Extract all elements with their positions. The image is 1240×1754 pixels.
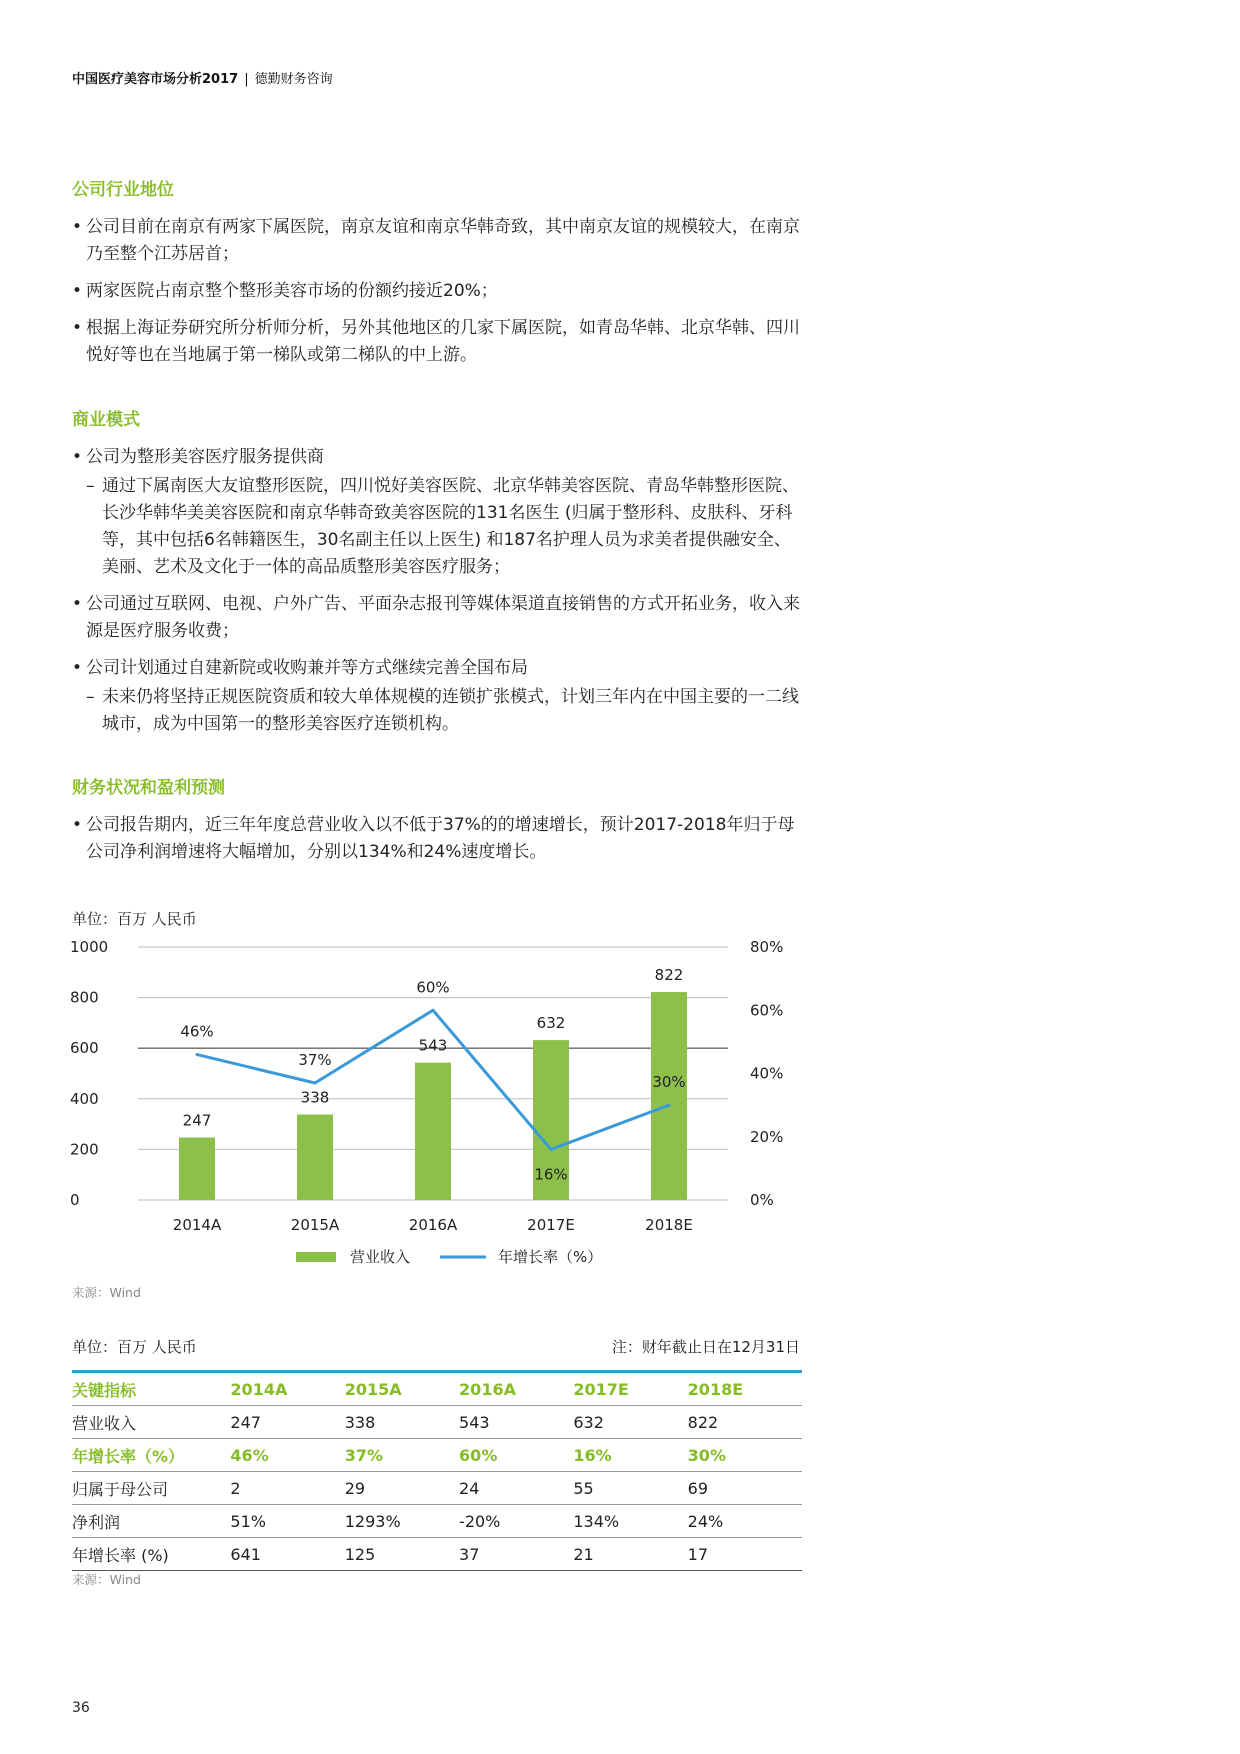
growth-rate-point: [314, 1081, 317, 1084]
section-2: [72, 773, 802, 876]
table-cell: 1293%: [345, 1505, 459, 1538]
bar-data-label: 543: [418, 1036, 448, 1055]
bar-data-label: 632: [536, 1014, 566, 1033]
bullet-item: • 公司为整形美容医疗服务提供商: [72, 444, 802, 471]
table-cell: 51%: [230, 1505, 344, 1538]
table-row: [72, 1439, 802, 1472]
line-data-label: 16%: [534, 1165, 568, 1184]
bullet-item: • 公司通过互联网、电视、户外广告、平面杂志报刊等媒体渠道直接销售的方式开拓业务，收入来源是医疗服务收费；: [72, 591, 802, 645]
bar-data-label: 822: [654, 966, 684, 985]
table-row: [72, 1406, 802, 1439]
section-0: [72, 175, 802, 379]
line-data-label: 30%: [652, 1073, 686, 1092]
table-cell: 60%: [459, 1439, 573, 1472]
table-cell: 55: [573, 1472, 687, 1505]
table-cell: -20%: [459, 1505, 573, 1538]
table-row: [72, 1505, 802, 1538]
legend-label-growth: 年增长率（%）: [498, 1248, 603, 1266]
revenue-bar: [297, 1114, 333, 1200]
x-tick-label: 2018E: [645, 1216, 693, 1234]
table-cell: 37: [459, 1538, 573, 1571]
growth-rate-point: [550, 1148, 553, 1151]
key-metrics-table: [72, 1370, 802, 1571]
y-right-tick-label: 0%: [750, 1191, 774, 1209]
y-left-tick-label: 800: [70, 988, 99, 1007]
table-cell: 17: [688, 1538, 802, 1571]
sub-bullet-item: – 通过下属南医大友谊整形医院，四川悦好美容医院、北京华韩美容医院、青岛华韩整形医院、长沙华韩华美美容医院和南京华韩奇致美容医院的131名医生 (归属于整形科、皮肤科、牙科等，其中包括6名韩籍医生，30名副主任以上医生) 和187名护理人员为求美者提供融安全、美丽、艺术及文化于一体的高品质整形美容医疗服务；: [72, 473, 802, 581]
revenue-bar: [179, 1138, 215, 1200]
growth-rate-point: [432, 1009, 435, 1012]
table-cell: 37%: [345, 1439, 459, 1472]
table-cell: 641: [230, 1538, 344, 1571]
table-cell: 134%: [573, 1505, 687, 1538]
table-cell: 632: [573, 1406, 687, 1439]
table-row: [72, 1472, 802, 1505]
growth-rate-point: [668, 1104, 671, 1107]
table-header-cell: 2014A: [230, 1372, 344, 1406]
y-left-tick-label: 400: [70, 1089, 99, 1108]
x-tick-label: 2016A: [408, 1216, 458, 1234]
table-cell: 年增长率（%）: [72, 1439, 230, 1472]
bullet-item: • 公司目前在南京有两家下属医院，南京友谊和南京华韩奇致，其中南京友谊的规模较大，在南京乃至整个江苏居首；: [72, 214, 802, 268]
revenue-growth-chart: [60, 935, 800, 1275]
y-left-tick-label: 600: [70, 1039, 99, 1058]
table-cell: 543: [459, 1406, 573, 1439]
table-unit-label: 单位：百万 人民币: [72, 1338, 197, 1356]
table-cell: 24%: [688, 1505, 802, 1538]
y-left-tick-label: 1000: [70, 938, 109, 956]
table-cell: 30%: [688, 1439, 802, 1472]
line-data-label: 60%: [416, 978, 450, 997]
table-header-cell: 关键指标: [72, 1372, 230, 1406]
revenue-bar: [415, 1063, 451, 1200]
table-header-cell: 2017E: [573, 1372, 687, 1406]
table-cell: 822: [688, 1406, 802, 1439]
section-title: 财务状况和盈利预测: [72, 778, 225, 798]
table-row: [72, 1538, 802, 1571]
header-org: 德勤财务咨询: [254, 72, 333, 87]
table-cell: 净利润: [72, 1505, 230, 1538]
table-cell: 24: [459, 1472, 573, 1505]
table-header-cell: 2018E: [688, 1372, 802, 1406]
x-tick-label: 2015A: [290, 1216, 340, 1234]
table-cell: 16%: [573, 1439, 687, 1472]
page-number: 36: [72, 1700, 90, 1716]
section-1: [72, 405, 802, 748]
y-left-tick-label: 200: [70, 1140, 99, 1159]
table-note: 注：财年截止日在12月31日: [611, 1338, 800, 1356]
table-cell: 2: [230, 1472, 344, 1505]
bullet-item: • 公司计划通过自建新院或收购兼并等方式继续完善全国布局: [72, 655, 802, 682]
line-data-label: 37%: [298, 1050, 332, 1069]
table-cell: 69: [688, 1472, 802, 1505]
bullet-item: • 根据上海证券研究所分析师分析，另外其他地区的几家下属医院，如青岛华韩、北京华韩、四川悦好等也在当地属于第一梯队或第二梯队的中上游。: [72, 315, 802, 369]
chart-source: 来源：Wind: [72, 1285, 141, 1300]
header-title: 中国医疗美容市场分析2017: [72, 72, 239, 87]
table-header-row: [72, 1372, 802, 1406]
table-source: 来源：Wind: [72, 1572, 141, 1587]
x-tick-label: 2014A: [172, 1216, 222, 1234]
bullet-item: • 公司报告期内，近三年年度总营业收入以不低于37%的的增速增长，预计2017-2018年归于母公司净利润增速将大幅增加，分别以134%和24%速度增长。: [72, 812, 802, 866]
table-cell: 338: [345, 1406, 459, 1439]
table-cell: 归属于母公司: [72, 1472, 230, 1505]
y-right-tick-label: 60%: [750, 1001, 784, 1020]
bar-data-label: 338: [300, 1088, 330, 1107]
section-title: 商业模式: [72, 410, 140, 430]
running-header: [72, 68, 333, 87]
sub-bullet-item: – 未来仍将坚持正规医院资质和较大单体规模的连锁扩张模式，计划三年内在中国主要的一二线城市，成为中国第一的整形美容医疗连锁机构。: [72, 684, 802, 738]
y-left-tick-label: 0: [70, 1191, 80, 1209]
revenue-bar: [651, 992, 687, 1200]
chart-unit-label: 单位：百万 人民币: [72, 910, 197, 928]
growth-rate-point: [196, 1053, 199, 1056]
x-tick-label: 2017E: [527, 1216, 575, 1234]
table-cell: 21: [573, 1538, 687, 1571]
table-header-cell: 2015A: [345, 1372, 459, 1406]
table-cell: 营业收入: [72, 1406, 230, 1439]
table-cell: 29: [345, 1472, 459, 1505]
table-cell: 125: [345, 1538, 459, 1571]
line-data-label: 46%: [180, 1022, 214, 1041]
table-cell: 247: [230, 1406, 344, 1439]
y-right-tick-label: 80%: [750, 938, 784, 956]
table-header-cell: 2016A: [459, 1372, 573, 1406]
y-right-tick-label: 20%: [750, 1127, 784, 1146]
bullet-item: • 两家医院占南京整个整形美容市场的份额约接近20%；: [72, 278, 802, 305]
table-cell: 年增长率 (%): [72, 1538, 230, 1571]
bar-data-label: 247: [182, 1111, 212, 1130]
table-cell: 46%: [230, 1439, 344, 1472]
header-separator: |: [244, 72, 249, 87]
legend-label-revenue: 营业收入: [350, 1248, 411, 1266]
section-title: 公司行业地位: [72, 180, 174, 200]
legend-swatch-revenue: [296, 1252, 336, 1262]
table-body: [72, 1406, 802, 1571]
y-right-tick-label: 40%: [750, 1064, 784, 1083]
